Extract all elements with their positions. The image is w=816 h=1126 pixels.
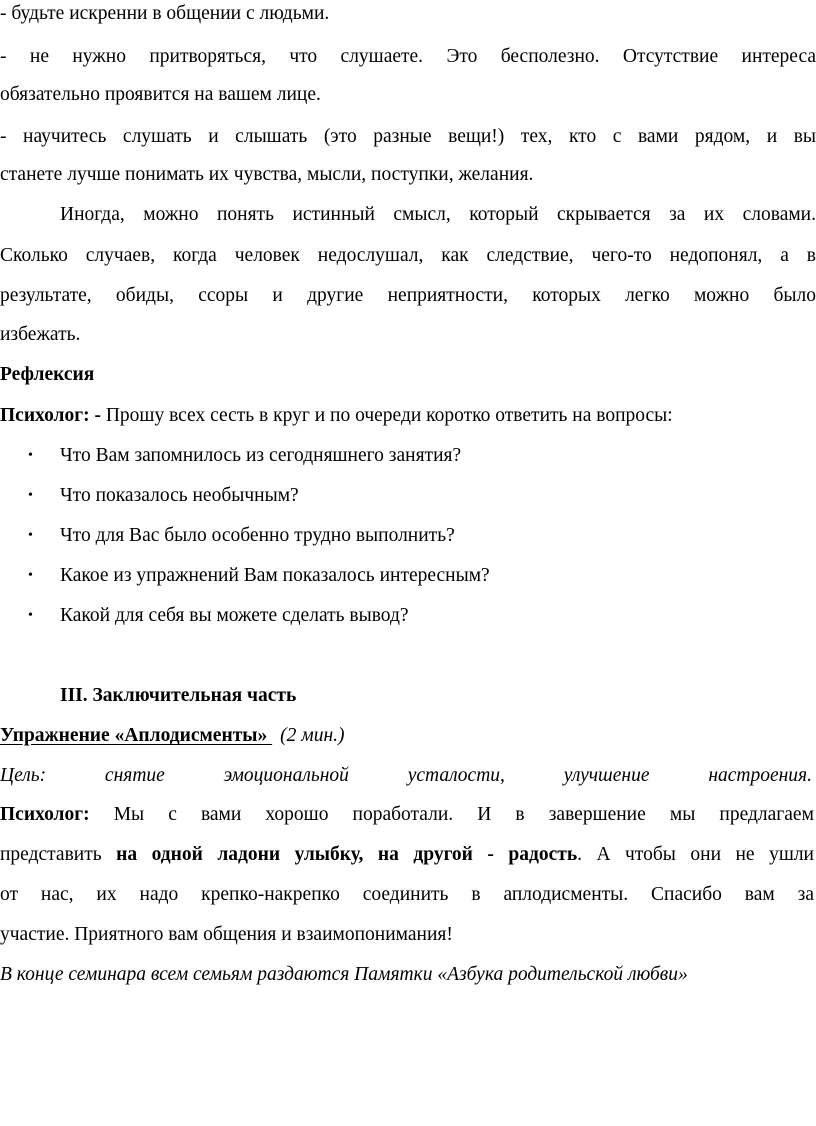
speech-word: поработали. bbox=[352, 804, 454, 825]
bullet-icon: • bbox=[28, 608, 33, 623]
speech-word: с bbox=[168, 804, 177, 825]
speech-word: И bbox=[477, 804, 492, 825]
list-item bbox=[0, 602, 816, 630]
paragraph-line: избежать. bbox=[0, 324, 81, 345]
speech-emphasis: на одной ладони улыбку, на другой - радость bbox=[116, 844, 578, 865]
bullet-icon: • bbox=[28, 528, 33, 543]
list-item bbox=[0, 562, 816, 590]
exercise-title: Упражнение «Аплодисменты» bbox=[0, 725, 273, 746]
question-text: Какое из упражнений Вам показалось интересным? bbox=[60, 565, 490, 586]
paragraph-line: результате, обиды, ссоры и другие неприятности, которых легко можно было bbox=[0, 285, 816, 306]
speech-text: . А чтобы они не ушли bbox=[577, 844, 814, 865]
goal-word: улучшение bbox=[563, 765, 650, 786]
list-item bbox=[0, 522, 816, 550]
section-heading: III. Заключительная часть bbox=[60, 685, 297, 706]
speech-word: мы bbox=[669, 804, 696, 825]
exercise-duration: (2 мин.) bbox=[280, 725, 345, 746]
question-text: Какой для себя вы можете сделать вывод? bbox=[60, 605, 409, 626]
goal-word: снятие bbox=[104, 765, 165, 786]
question-text: Что Вам запомнилось из сегодняшнего занятия? bbox=[60, 445, 462, 466]
paragraph-line: Сколько случаев, когда человек недослушал, как следствие, чего-то недопонял, а в bbox=[0, 245, 816, 266]
speech-word: Мы bbox=[113, 804, 145, 825]
speaker-label: Психолог: bbox=[0, 804, 90, 825]
goal-line bbox=[0, 762, 812, 790]
speech-word: вами bbox=[200, 804, 242, 825]
speech-text: представить bbox=[0, 844, 117, 865]
reflection-intro bbox=[0, 402, 816, 430]
goal-word: эмоциональной bbox=[223, 765, 349, 786]
question-text: Что показалось необычным? bbox=[60, 485, 299, 506]
advice-line: - будьте искренни в общении с людьми. bbox=[0, 3, 330, 24]
speaker-label: Психолог: - bbox=[0, 405, 106, 426]
speech-line bbox=[0, 801, 814, 829]
speech-line: от нас, их надо крепко-накрепко соединить в аплодисменты. Спасибо вам за bbox=[0, 884, 814, 905]
speech-line bbox=[0, 841, 814, 869]
list-item bbox=[0, 482, 816, 510]
advice-line: - научитесь слушать и слышать (это разные вещи!) тех, кто с вами рядом, и вы bbox=[0, 126, 816, 147]
reflection-heading: Рефлексия bbox=[0, 364, 95, 385]
speech-word: хорошо bbox=[265, 804, 329, 825]
intro-text: Прошу всех сесть в круг и по очереди коротко ответить на вопросы: bbox=[105, 405, 673, 426]
speech-word: завершение bbox=[548, 804, 646, 825]
speech-line: участие. Приятного вам общения и взаимопонимания! bbox=[0, 924, 453, 945]
speech-word: в bbox=[515, 804, 525, 825]
speech-word: предлагаем bbox=[719, 804, 814, 825]
bullet-icon: • bbox=[28, 448, 33, 463]
bullet-icon: • bbox=[28, 568, 33, 583]
list-item bbox=[0, 442, 816, 470]
closing-note: В конце семинара всем семьям раздаются Памятки «Азбука родительской любви» bbox=[0, 964, 688, 985]
bullet-icon: • bbox=[28, 488, 33, 503]
goal-word: настроения. bbox=[708, 765, 812, 786]
advice-line: станете лучше понимать их чувства, мысли, поступки, желания. bbox=[0, 164, 534, 185]
goal-word: усталости, bbox=[407, 765, 505, 786]
advice-line: - не нужно притворяться, что слушаете. Это бесполезно. Отсутствие интереса bbox=[0, 46, 816, 67]
advice-line: обязательно проявится на вашем лице. bbox=[0, 84, 321, 105]
exercise-title-line bbox=[0, 722, 816, 750]
question-text: Что для Вас было особенно трудно выполнить? bbox=[60, 525, 455, 546]
paragraph-line: Иногда, можно понять истинный смысл, который скрывается за их словами. bbox=[60, 204, 816, 225]
goal-word: Цель: bbox=[0, 765, 47, 786]
